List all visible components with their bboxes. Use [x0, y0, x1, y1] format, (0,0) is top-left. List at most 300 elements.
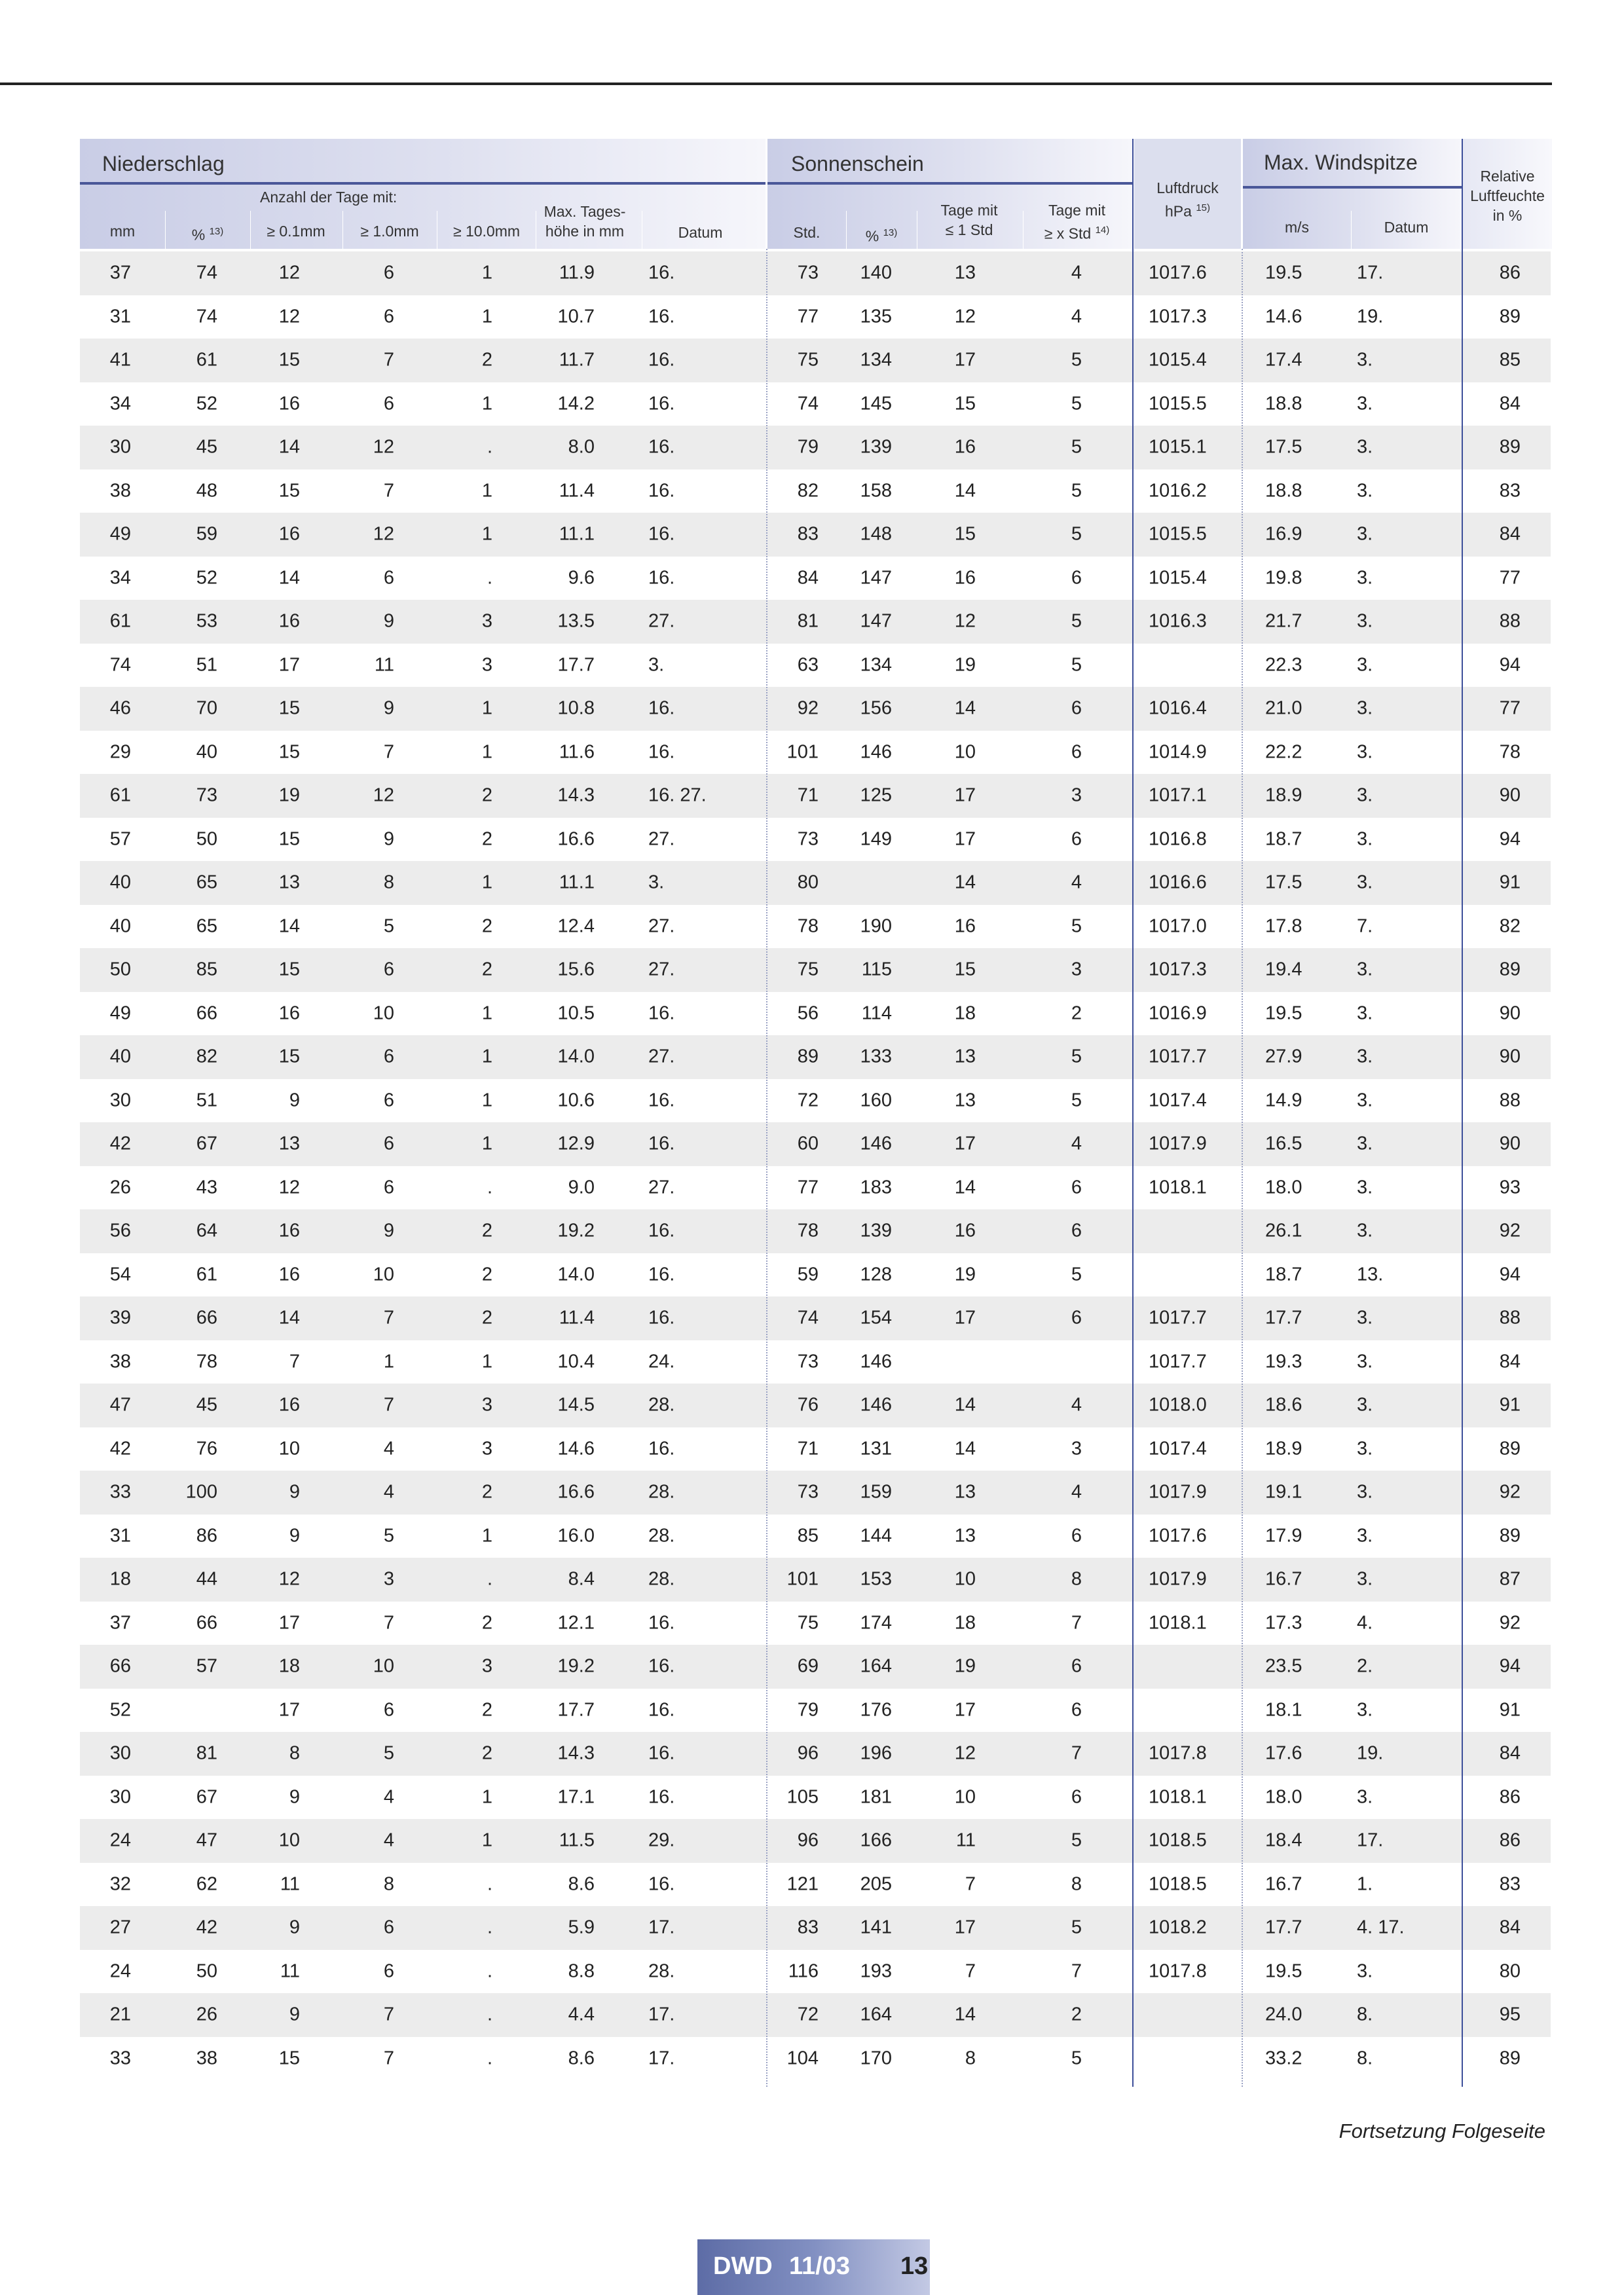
luftdruck-hpa: 1017.8	[1149, 1742, 1207, 1764]
wind-datum: 3.	[1357, 1786, 1373, 1808]
niederschlag-pct: 48	[196, 480, 217, 502]
niederschlag-datum: 16.	[648, 1612, 675, 1634]
luftdruck-hpa: 1015.4	[1149, 349, 1207, 371]
rel-feuchte: 90	[1499, 784, 1521, 806]
sonne-pct: 148	[860, 523, 892, 545]
tage-10mm: 6	[383, 1046, 394, 1067]
niederschlag-datum: 28.	[648, 1481, 675, 1503]
niederschlag-pct: 100	[185, 1481, 217, 1503]
luftdruck-hpa: 1017.1	[1149, 784, 1207, 806]
anzahl-label: Anzahl der Tage mit:	[260, 189, 397, 206]
niederschlag-mm: 30	[109, 1742, 131, 1764]
tage-100mm: 2	[481, 1742, 492, 1764]
rel-feuchte: 89	[1499, 959, 1521, 980]
max-tageshoehe: 5.9	[568, 1917, 595, 1938]
rel-l1: Relative	[1480, 168, 1535, 185]
tage-10mm: 7	[383, 1612, 394, 1634]
niederschlag-mm: 30	[109, 1786, 131, 1808]
niederschlag-mm: 46	[109, 697, 131, 719]
wind-ms: 21.0	[1265, 697, 1302, 719]
badge-org: DWD	[713, 2252, 773, 2280]
col-ms: m/s	[1284, 219, 1310, 236]
sonne-pct: 164	[860, 1655, 892, 1677]
wind-datum: 3.	[1357, 1481, 1373, 1503]
tage-ge-xstd: 6	[1071, 741, 1082, 763]
sonne-std: 59	[797, 1264, 819, 1285]
table-row	[80, 1993, 1551, 2037]
niederschlag-datum: 16.	[648, 1438, 675, 1460]
col-tx-l1: Tage mit	[1048, 202, 1105, 219]
tage-10mm: 10	[373, 1264, 394, 1285]
tage-le-1std: 13	[954, 1090, 976, 1111]
niederschlag-pct: 45	[196, 1394, 217, 1416]
table-row	[80, 2037, 1551, 2081]
tage-10mm: 4	[383, 1481, 394, 1503]
wind-ms: 17.6	[1265, 1742, 1302, 1764]
luftdruck-hpa: 1018.1	[1149, 1612, 1207, 1634]
rel-feuchte: 84	[1499, 1917, 1521, 1938]
niederschlag-datum: 17.	[648, 2004, 675, 2025]
max-tageshoehe: 8.8	[568, 1960, 595, 1982]
tage-10mm: 4	[383, 1829, 394, 1851]
tage-le-1std: 19	[954, 1264, 976, 1285]
luftdruck-unit: hPa	[1164, 202, 1192, 220]
niederschlag-pct: 61	[196, 1264, 217, 1285]
tage-le-1std: 19	[954, 1655, 976, 1677]
wind-ms: 18.9	[1265, 1438, 1302, 1460]
rel-feuchte: 90	[1499, 1046, 1521, 1067]
niederschlag-datum: 27.	[648, 1046, 675, 1067]
niederschlag-datum: 29.	[648, 1829, 675, 1851]
tage-le-1std: 11	[955, 1829, 976, 1851]
wind-datum: 4.	[1357, 1612, 1373, 1634]
col-max-l1: Max. Tages-	[544, 203, 626, 220]
table-row	[80, 1079, 1551, 1123]
tage-le-1std: 12	[954, 1742, 976, 1764]
wind-datum: 13.	[1357, 1264, 1384, 1285]
niederschlag-pct: 57	[196, 1655, 217, 1677]
tage-10mm: 6	[383, 1699, 394, 1721]
max-tageshoehe: 11.4	[559, 1307, 595, 1329]
max-tageshoehe: 9.0	[568, 1177, 595, 1198]
wind-ms: 14.6	[1265, 306, 1302, 327]
top-rule	[0, 83, 1552, 85]
table-row	[80, 1515, 1551, 1558]
wind-datum: 3.	[1357, 1699, 1373, 1721]
tage-10mm: 9	[383, 610, 394, 632]
wind-datum: 3.	[1357, 567, 1373, 589]
tage-100mm: .	[487, 567, 492, 589]
header-rel-luftfeuchte	[1463, 139, 1552, 249]
tage-01mm: 14	[278, 1307, 300, 1329]
tage-le-1std: 17	[954, 1307, 976, 1329]
niederschlag-pct: 59	[196, 523, 217, 545]
hsep	[1351, 211, 1352, 250]
luftdruck-hpa: 1017.7	[1149, 1351, 1207, 1372]
niederschlag-datum: 16.	[648, 1786, 675, 1808]
tage-ge-xstd: 5	[1071, 1917, 1082, 1938]
col-t1-l1: Tage mit	[940, 202, 998, 219]
tage-100mm: 1	[481, 1002, 492, 1024]
max-tageshoehe: 14.0	[557, 1264, 595, 1285]
tage-01mm: 15	[278, 828, 300, 850]
tage-01mm: 15	[278, 349, 300, 371]
tage-01mm: 18	[278, 1655, 300, 1677]
niederschlag-mm: 74	[109, 654, 131, 676]
tage-100mm: 2	[481, 1699, 492, 1721]
page-badge	[697, 2239, 930, 2295]
tage-01mm: 17	[278, 1699, 300, 1721]
niederschlag-datum: 16.	[648, 523, 675, 545]
rel-feuchte: 89	[1499, 436, 1521, 458]
sonne-pct: 146	[860, 1133, 892, 1154]
max-tageshoehe: 16.6	[557, 828, 595, 850]
niederschlag-pct: 67	[196, 1786, 217, 1808]
luftdruck-hpa: 1015.5	[1149, 393, 1207, 414]
sonne-std: 82	[797, 480, 819, 502]
sonne-pct: 153	[860, 1568, 892, 1590]
tage-ge-xstd: 6	[1071, 567, 1082, 589]
tage-le-1std: 10	[954, 1568, 976, 1590]
wind-ms: 16.7	[1265, 1568, 1302, 1590]
col-tx-sup: 14)	[1095, 225, 1110, 236]
table-row	[80, 1645, 1551, 1689]
tage-10mm: 8	[383, 872, 394, 893]
rel-feuchte: 94	[1499, 828, 1521, 850]
sonne-std: 74	[797, 1307, 819, 1329]
tage-ge-xstd: 6	[1071, 1220, 1082, 1241]
hsep	[250, 211, 251, 250]
tage-100mm: 1	[481, 1525, 492, 1547]
tage-100mm: 2	[481, 828, 492, 850]
table-row	[80, 818, 1551, 862]
rel-feuchte: 90	[1499, 1133, 1521, 1154]
tage-ge-xstd: 4	[1071, 262, 1082, 284]
niederschlag-pct: 50	[196, 1960, 217, 1982]
table-row	[80, 600, 1551, 644]
luftdruck-hpa: 1017.4	[1149, 1090, 1207, 1111]
sonne-std: 69	[797, 1655, 819, 1677]
wind-datum: 3.	[1357, 828, 1373, 850]
tage-ge-xstd: 7	[1071, 1960, 1082, 1982]
niederschlag-datum: 16.	[648, 1742, 675, 1764]
niederschlag-mm: 54	[109, 1264, 131, 1285]
table-row	[80, 1950, 1551, 1994]
sonne-std: 63	[797, 654, 819, 676]
sonne-pct: 149	[860, 828, 892, 850]
sonnenschein-rule	[767, 182, 1132, 185]
niederschlag-mm: 56	[109, 1220, 131, 1241]
tage-le-1std: 17	[954, 828, 976, 850]
section-title-niederschlag: Niederschlag	[102, 152, 225, 175]
max-tageshoehe: 10.5	[557, 1002, 595, 1024]
tage-01mm: 9	[289, 1917, 300, 1938]
niederschlag-mm: 37	[109, 262, 131, 284]
tage-le-1std: 7	[965, 1960, 976, 1982]
niederschlag-pct: 66	[196, 1002, 217, 1024]
tage-10mm: 7	[383, 1394, 394, 1416]
niederschlag-pct: 74	[196, 306, 217, 327]
table-row	[80, 1035, 1551, 1079]
tage-01mm: 15	[278, 959, 300, 980]
wind-datum: 7.	[1357, 915, 1373, 937]
tage-le-1std: 8	[965, 2047, 976, 2069]
niederschlag-mm: 52	[109, 1699, 131, 1721]
sonne-pct: 205	[860, 1873, 892, 1895]
table-row	[80, 1558, 1551, 1602]
tage-100mm: 1	[481, 1829, 492, 1851]
niederschlag-pct: 45	[196, 436, 217, 458]
tage-100mm: 1	[481, 697, 492, 719]
tage-100mm: .	[487, 1960, 492, 1982]
tage-ge-xstd: 2	[1071, 1002, 1082, 1024]
niederschlag-mm: 57	[109, 828, 131, 850]
sonne-pct: 146	[860, 1351, 892, 1372]
table-row	[80, 905, 1551, 949]
tage-le-1std: 14	[954, 1438, 976, 1460]
sonne-pct: 190	[860, 915, 892, 937]
tage-ge-xstd: 5	[1071, 654, 1082, 676]
niederschlag-datum: 27.	[648, 959, 675, 980]
luftdruck-hpa: 1018.5	[1149, 1873, 1207, 1895]
wind-datum: 3.	[1357, 523, 1373, 545]
tage-100mm: .	[487, 2004, 492, 2025]
niederschlag-datum: 16.	[648, 1873, 675, 1895]
tage-10mm: 6	[383, 1917, 394, 1938]
tage-01mm: 7	[289, 1351, 300, 1372]
col-pct-sup: 13)	[209, 226, 224, 237]
luftdruck-sup: 15)	[1196, 202, 1210, 213]
tage-10mm: 5	[383, 1525, 394, 1547]
table-row	[80, 1732, 1551, 1776]
wind-ms: 18.7	[1265, 1264, 1302, 1285]
niederschlag-datum: 17.	[648, 1917, 675, 1938]
wind-datum: 3.	[1357, 697, 1373, 719]
rel-feuchte: 83	[1499, 1873, 1521, 1895]
tage-10mm: 5	[383, 1742, 394, 1764]
tage-ge-xstd: 3	[1071, 784, 1082, 806]
wind-ms: 17.7	[1265, 1307, 1302, 1329]
tage-01mm: 15	[278, 697, 300, 719]
max-tageshoehe: 12.1	[557, 1612, 595, 1634]
tage-01mm: 16	[278, 1002, 300, 1024]
niederschlag-datum: 27.	[648, 610, 675, 632]
col-spct	[846, 224, 917, 246]
max-tageshoehe: 8.4	[568, 1568, 595, 1590]
tage-100mm: 2	[481, 1307, 492, 1329]
rel-feuchte: 92	[1499, 1612, 1521, 1634]
sonne-std: 56	[797, 1002, 819, 1024]
wind-ms: 16.7	[1265, 1873, 1302, 1895]
tage-10mm: 6	[383, 262, 394, 284]
tage-01mm: 12	[278, 1568, 300, 1590]
tage-10mm: 4	[383, 1786, 394, 1808]
tage-le-1std: 13	[954, 1525, 976, 1547]
col-spct-sup: 13)	[883, 227, 898, 238]
niederschlag-datum: 16.	[648, 349, 675, 371]
tage-100mm: 3	[481, 1655, 492, 1677]
niederschlag-mm: 34	[109, 567, 131, 589]
tage-le-1std: 13	[954, 1481, 976, 1503]
sonne-std: 92	[797, 697, 819, 719]
sonne-pct: 135	[860, 306, 892, 327]
niederschlag-pct: 76	[196, 1438, 217, 1460]
tage-10mm: 6	[383, 1177, 394, 1198]
rel-feuchte: 91	[1499, 872, 1521, 893]
max-tageshoehe: 15.6	[557, 959, 595, 980]
tage-le-1std: 19	[954, 654, 976, 676]
tage-ge-xstd: 5	[1071, 1090, 1082, 1111]
luftdruck-hpa: 1017.4	[1149, 1438, 1207, 1460]
tage-le-1std: 15	[954, 393, 976, 414]
niederschlag-mm: 66	[109, 1655, 131, 1677]
col-d01: ≥ 0.1mm	[267, 223, 325, 240]
sonne-pct: 145	[860, 393, 892, 414]
tage-le-1std: 13	[954, 262, 976, 284]
wind-datum: 3.	[1357, 1090, 1373, 1111]
wind-datum: 19.	[1357, 1742, 1384, 1764]
sonnenschein-divider	[766, 249, 767, 2087]
rel-feuchte: 95	[1499, 2004, 1521, 2025]
luftdruck-hpa: 1018.1	[1149, 1786, 1207, 1808]
tage-ge-xstd: 3	[1071, 959, 1082, 980]
luftdruck-hpa: 1017.7	[1149, 1046, 1207, 1067]
niederschlag-mm: 37	[109, 1612, 131, 1634]
col-wdatum: Datum	[1384, 219, 1429, 236]
niederschlag-datum: 16.	[648, 393, 675, 414]
wind-ms: 18.4	[1265, 1829, 1302, 1851]
rel-feuchte: 86	[1499, 1829, 1521, 1851]
table-row	[80, 774, 1551, 818]
wind-ms: 27.9	[1265, 1046, 1302, 1067]
max-tageshoehe: 9.6	[568, 567, 595, 589]
sonne-std: 77	[797, 306, 819, 327]
max-tageshoehe: 10.4	[557, 1351, 595, 1372]
section-title-sonnenschein: Sonnenschein	[791, 152, 924, 175]
tage-100mm: 2	[481, 1481, 492, 1503]
tage-ge-xstd: 6	[1071, 1786, 1082, 1808]
wind-ms: 18.9	[1265, 784, 1302, 806]
niederschlag-pct: 51	[196, 1090, 217, 1111]
tage-01mm: 9	[289, 1090, 300, 1111]
rel-feuchte: 94	[1499, 1655, 1521, 1677]
niederschlag-mm: 24	[109, 1960, 131, 1982]
luftdruck-hpa: 1015.4	[1149, 567, 1207, 589]
tage-01mm: 16	[278, 393, 300, 414]
tage-ge-xstd: 5	[1071, 1264, 1082, 1285]
wind-datum: 3.	[1357, 1046, 1373, 1067]
wind-datum: 3.	[1357, 1525, 1373, 1547]
tage-ge-xstd: 5	[1071, 2047, 1082, 2069]
tage-01mm: 19	[278, 784, 300, 806]
tage-10mm: 10	[373, 1655, 394, 1677]
tage-ge-xstd: 3	[1071, 1438, 1082, 1460]
header-wind	[1243, 139, 1462, 249]
wind-ms: 19.1	[1265, 1481, 1302, 1503]
niederschlag-mm: 61	[109, 610, 131, 632]
max-tageshoehe: 19.2	[557, 1220, 595, 1241]
luftdruck-hpa: 1018.0	[1149, 1394, 1207, 1416]
tage-100mm: 1	[481, 523, 492, 545]
tage-le-1std: 12	[954, 306, 976, 327]
max-tageshoehe: 11.4	[559, 480, 595, 502]
sonne-std: 79	[797, 1699, 819, 1721]
luftdruck-hpa: 1016.6	[1149, 872, 1207, 893]
niederschlag-pct: 50	[196, 828, 217, 850]
tage-ge-xstd: 4	[1071, 872, 1082, 893]
niederschlag-mm: 40	[109, 1046, 131, 1067]
table-row	[80, 339, 1551, 382]
niederschlag-pct: 65	[196, 915, 217, 937]
sonne-pct: 147	[860, 567, 892, 589]
max-tageshoehe: 12.9	[557, 1133, 595, 1154]
niederschlag-datum: 16.	[648, 567, 675, 589]
wind-datum: 3.	[1357, 1960, 1373, 1982]
tage-ge-xstd: 6	[1071, 1699, 1082, 1721]
sonne-pct: 156	[860, 697, 892, 719]
niederschlag-pct: 44	[196, 1568, 217, 1590]
sonne-pct: 196	[860, 1742, 892, 1764]
tage-10mm: 7	[383, 2047, 394, 2069]
table-row	[80, 382, 1551, 426]
niederschlag-pct: 78	[196, 1351, 217, 1372]
wind-divider	[1242, 249, 1243, 2087]
tage-ge-xstd: 5	[1071, 610, 1082, 632]
niederschlag-rule	[80, 182, 766, 185]
niederschlag-pct: 52	[196, 567, 217, 589]
max-tageshoehe: 10.8	[557, 697, 595, 719]
sonne-std: 85	[797, 1525, 819, 1547]
tage-01mm: 13	[278, 1133, 300, 1154]
wind-datum: 3.	[1357, 741, 1373, 763]
tage-100mm: 1	[481, 393, 492, 414]
table-row	[80, 1906, 1551, 1950]
wind-datum: 3.	[1357, 480, 1373, 502]
luftdruck-hpa: 1017.9	[1149, 1133, 1207, 1154]
sonne-pct: 183	[860, 1177, 892, 1198]
tage-le-1std: 7	[965, 1873, 976, 1895]
tage-01mm: 11	[280, 1873, 300, 1895]
tage-le-1std: 16	[954, 915, 976, 937]
rel-feuchte: 89	[1499, 1525, 1521, 1547]
sonne-std: 121	[786, 1873, 819, 1895]
luftdruck-hpa: 1018.5	[1149, 1829, 1207, 1851]
tage-ge-xstd: 6	[1071, 1307, 1082, 1329]
rel-feuchte: 89	[1499, 2047, 1521, 2069]
niederschlag-mm: 38	[109, 1351, 131, 1372]
niederschlag-datum: 17.	[648, 2047, 675, 2069]
rel-feuchte: 86	[1499, 1786, 1521, 1808]
sonne-std: 74	[797, 393, 819, 414]
niederschlag-pct: 62	[196, 1873, 217, 1895]
rel-feuchte: 84	[1499, 1742, 1521, 1764]
max-tageshoehe: 4.4	[568, 2004, 595, 2025]
col-datum: Datum	[678, 224, 723, 241]
rel-feuchte: 92	[1499, 1481, 1521, 1503]
tage-ge-xstd: 4	[1071, 1133, 1082, 1154]
rel-feuchte: 82	[1499, 915, 1521, 937]
wind-datum: 3.	[1357, 1394, 1373, 1416]
max-tageshoehe: 14.3	[557, 1742, 595, 1764]
tage-le-1std: 15	[954, 959, 976, 980]
max-tageshoehe: 11.9	[559, 262, 595, 284]
wind-datum: 3.	[1357, 1307, 1373, 1329]
wind-datum: 3.	[1357, 349, 1373, 371]
luftdruck-hpa: 1017.3	[1149, 306, 1207, 327]
niederschlag-mm: 42	[109, 1133, 131, 1154]
header-niederschlag	[80, 139, 766, 249]
tage-10mm: 9	[383, 1220, 394, 1241]
